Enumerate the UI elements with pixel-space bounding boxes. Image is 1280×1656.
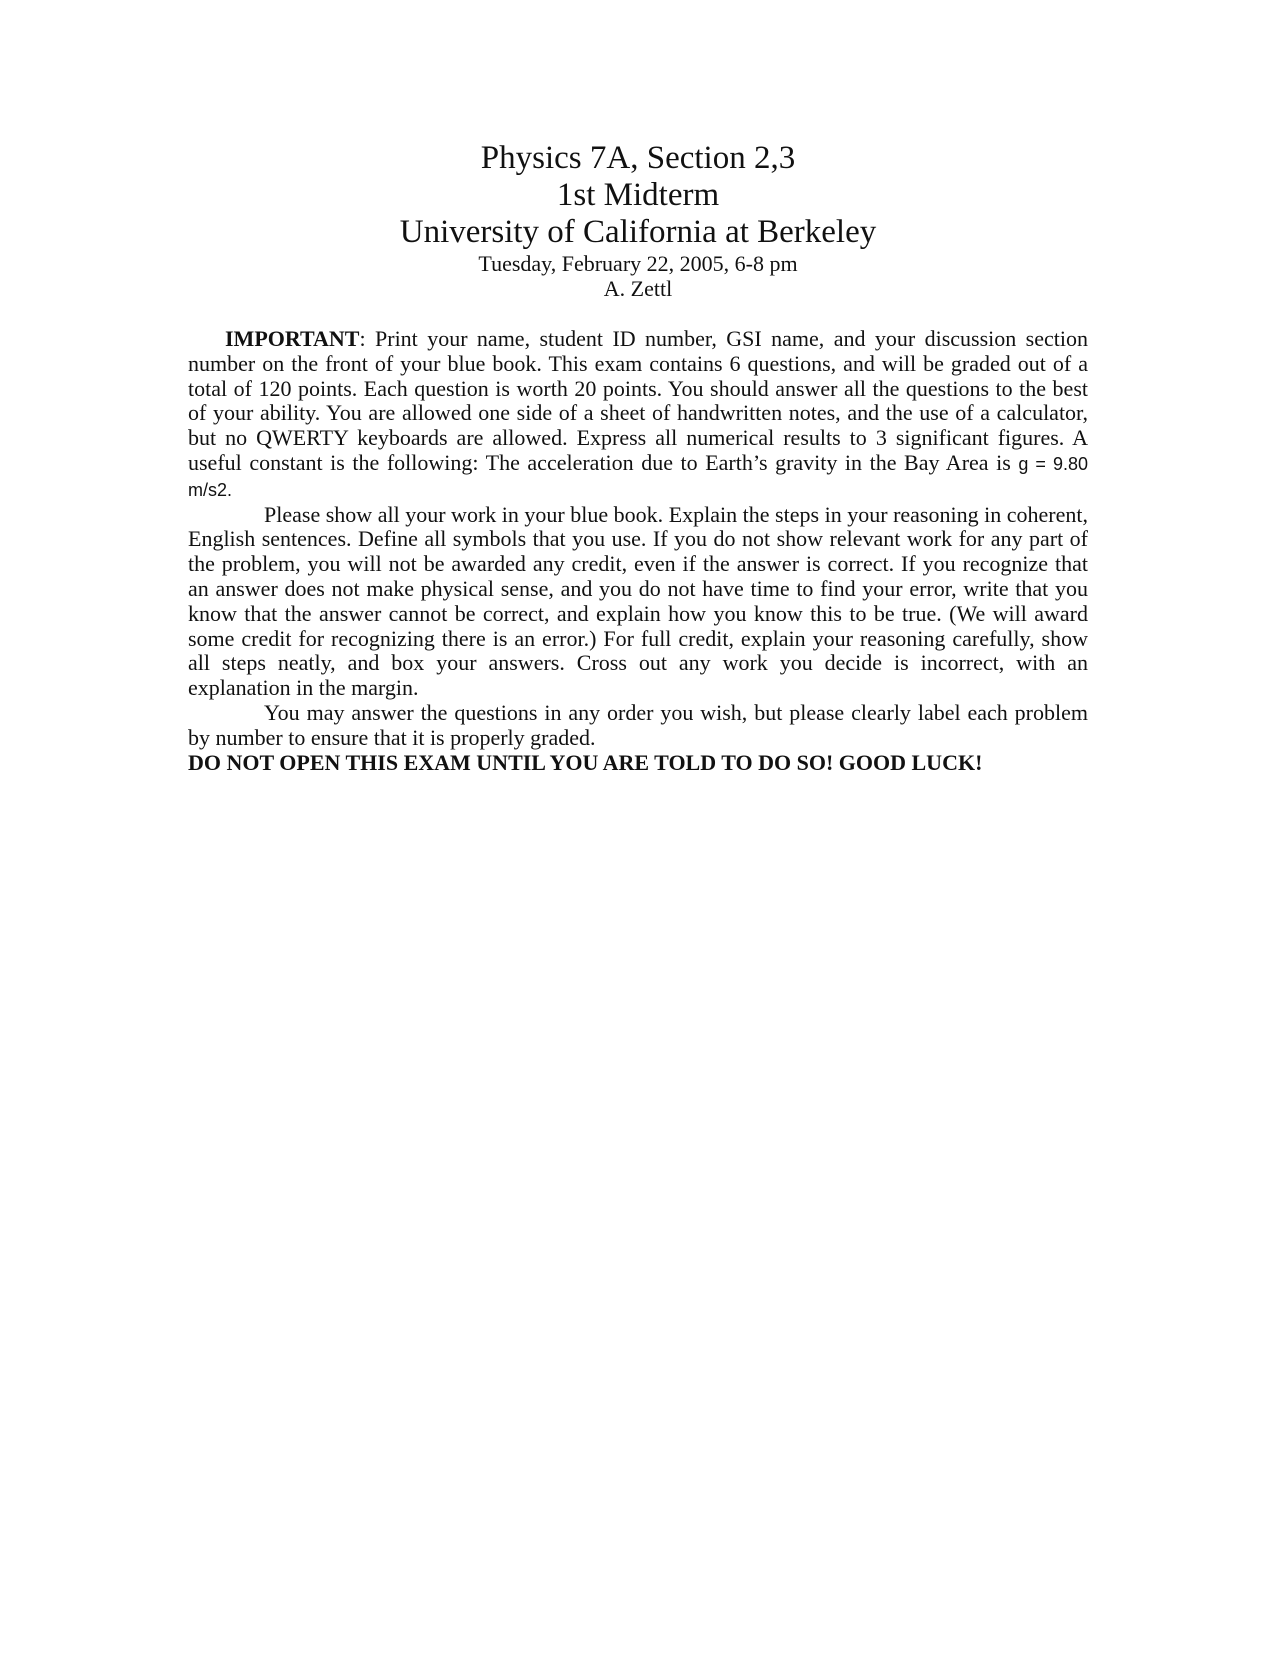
instructor-name: A. Zettl [603, 276, 673, 301]
instructions-paragraph-1-text: : Print your name, student ID number, GSI name, and your discussion section number on the front of your blue book. This exam contains 6 questions, and will be graded out of a total of 120 points. Each question is worth 20 points. You should answer all the questions to the best of your ability. You are allowed one side of a sheet of handwritten notes, and the use of a calculator, but no QWERTY keyboards are allowed. Express all numerical results to 3 significant figures. A useful constant is the following: The acceleration due to Earth’s gravity in the Bay Area is [188, 326, 1088, 475]
instructions-paragraph-3: You may answer the questions in any order you wish, but please clearly label each problem by number to ensure that it is properly graded. [188, 699, 1088, 750]
instructions [188, 327, 1088, 775]
exam-header [188, 140, 1088, 301]
important-label: IMPORTANT [225, 326, 360, 351]
exam-title: 1st Midterm [556, 177, 720, 213]
instructions-paragraph-2: Please show all your work in your blue book. Explain the steps in your reasoning in coherent, English sentences. Define all symbols that you use. If you do not show relevant work for any part of the problem, you will not be awarded any credit, even if the answer is correct. If you recognize that an answer does not make physical sense, and you do not have time to find your error, write that you know that the answer cannot be correct, and explain how you know this to be true. (We will award some credit for recognizing there is an error.) For full credit, explain your reasoning carefully, show all steps neatly, and box your answers. Cross out any work you decide is incorrect, with an explanation in the margin. [188, 501, 1088, 701]
exam-date: Tuesday, February 22, 2005, 6-8 pm [478, 251, 798, 276]
university-name: University of California at Berkeley [399, 214, 877, 250]
final-warning: DO NOT OPEN THIS EXAM UNTIL YOU ARE TOLD TO DO SO! GOOD LUCK! [188, 749, 983, 775]
exam-cover-page [188, 140, 1088, 775]
gravity-formula: g = 9.80 m/s2. [188, 453, 1088, 500]
instructions-paragraph-1 [188, 327, 1088, 503]
course-title: Physics 7A, Section 2,3 [480, 140, 796, 176]
